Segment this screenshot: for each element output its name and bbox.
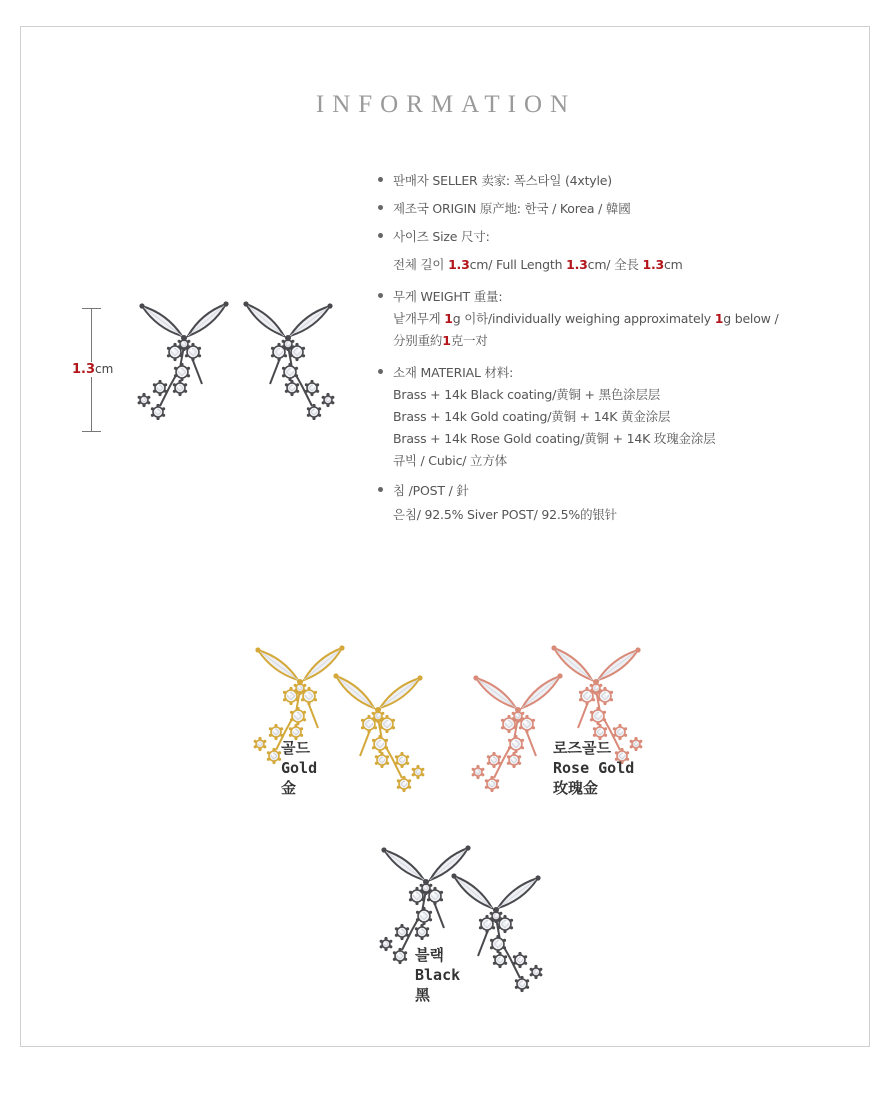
weight-text-zh: 分别重約1克一对 [393, 333, 488, 348]
earring-main-right-icon [232, 296, 342, 436]
size-item [378, 226, 828, 276]
bullet-icon [378, 369, 383, 374]
page-title: INFORMATION [315, 91, 577, 118]
variant-zh: 金 [281, 779, 297, 797]
bullet-icon [378, 233, 383, 238]
variant-zh: 玫瑰金 [553, 779, 599, 797]
weight-text: 낱개무게 1g 이하/individually weighing approximately 1g below / [393, 311, 779, 326]
post-heading: 침 /POST / 針 [393, 483, 469, 498]
variant-zh: 黑 [415, 986, 431, 1004]
variant-caption-gold [281, 738, 317, 798]
variant-ko: 골드 [281, 739, 310, 757]
dimension-indicator [72, 308, 112, 432]
bullet-icon [378, 293, 383, 298]
material-line: 큐빅 / Cubic/ 立方体 [393, 453, 507, 468]
variant-ko: 로즈골드 [553, 739, 611, 757]
variant-en: Rose Gold [553, 759, 635, 777]
variant-en: Gold [281, 759, 318, 777]
bullet-icon [378, 177, 383, 182]
bullet-icon [378, 205, 383, 210]
dimension-tick-top [82, 308, 101, 309]
size-heading: 사이즈 Size 尺寸: [393, 229, 490, 244]
seller-item [378, 170, 828, 192]
post-item [378, 480, 828, 526]
origin-item [378, 198, 828, 220]
post-text: 은침/ 92.5% Siver POST/ 92.5%的银针 [393, 507, 617, 522]
size-text: 전체 길이 1.3cm/ Full Length 1.3cm/ 全長 1.3cm [393, 257, 683, 272]
variant-ko: 블랙 [415, 946, 444, 964]
material-item [378, 362, 828, 472]
material-line: Brass + 14k Black coating/黄铜 + 黑色涂层层 [393, 387, 661, 402]
seller-text: 판매자 SELLER 卖家: 폭스타일 (4xtyle) [393, 173, 612, 188]
bullet-icon [378, 487, 383, 492]
material-line: Brass + 14k Gold coating/黄铜 + 14K 黄金涂层 [393, 409, 671, 424]
weight-heading: 무게 WEIGHT 重量: [393, 289, 503, 304]
earring-gold-right-icon [322, 668, 432, 808]
earring-main-left-icon [130, 296, 240, 436]
variant-en: Black [415, 966, 461, 984]
weight-item [378, 286, 828, 352]
product-info-list [378, 170, 828, 526]
origin-text: 제조국 ORIGIN 原产地: 한국 / Korea / 韓國 [393, 201, 631, 216]
material-line: Brass + 14k Rose Gold coating/黄铜 + 14K 玫瑰金涂层 [393, 431, 716, 446]
dimension-label: 1.3cm [72, 362, 114, 377]
variant-caption-rosegold [553, 738, 634, 798]
dimension-tick-bottom [82, 431, 101, 432]
variant-caption-black [415, 945, 460, 1005]
material-heading: 소재 MATERIAL 材料: [393, 365, 514, 380]
